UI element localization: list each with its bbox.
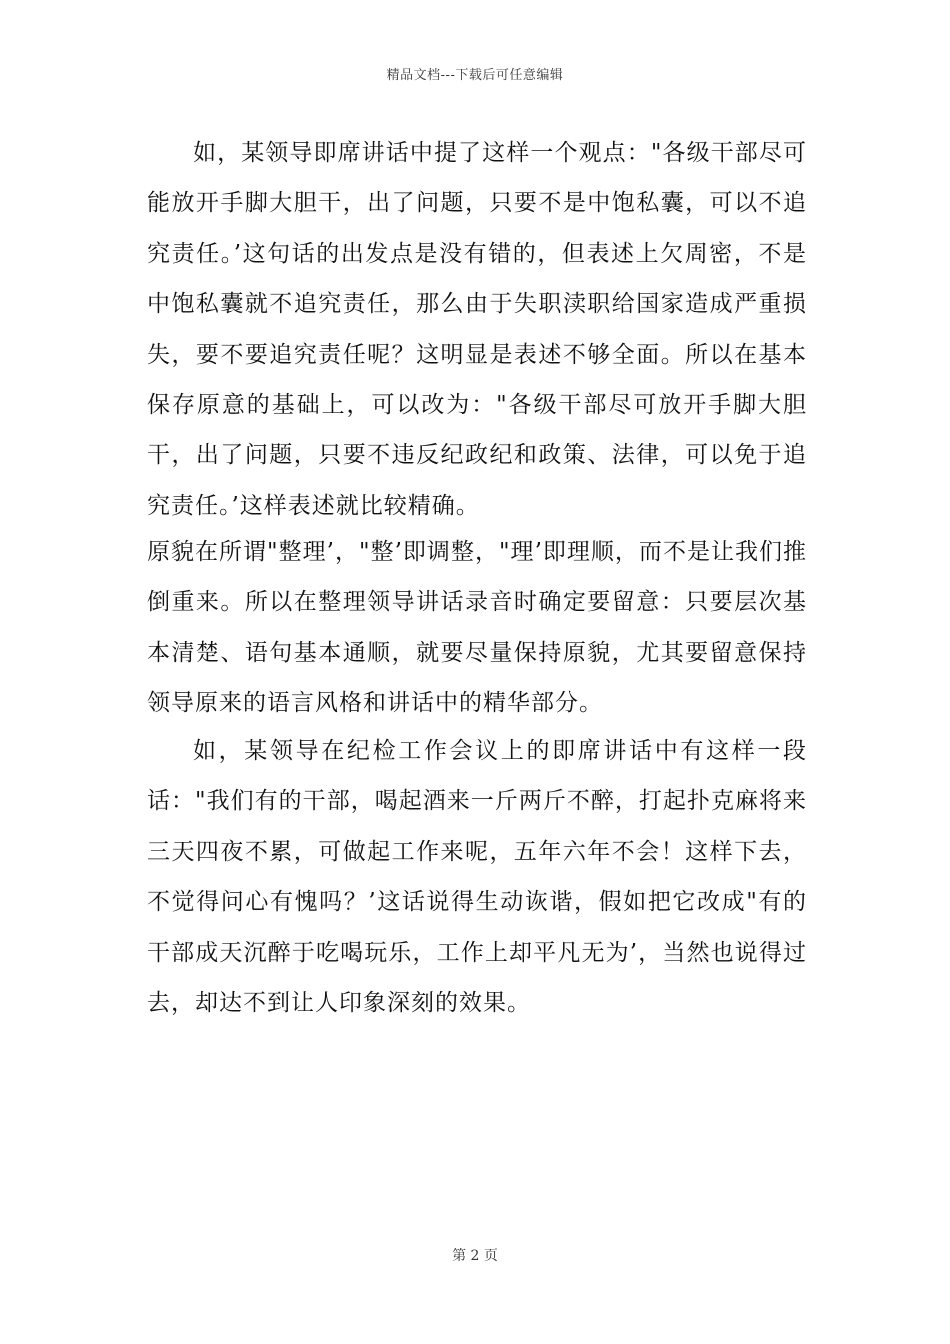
paragraph-2: 原貌在所谓"整理’，"整’即调整，"理’即理顺，而不是让我们推倒重来。所以在整理领导讲话录音时确定要留意：只要层次基本清楚、语句基本通顺，就要尽量保持原貌，尤其要留意保持领导原来的语言风格和讲话中的精华部分。	[147, 539, 807, 717]
paragraph-1: 如，某领导即席讲话中提了这样一个观点："各级干部尽可能放开手脚大胆干，出了问题，只要不是中饱私囊，可以不追究责任。’这句话的出发点是没有错的，但表述上欠周密，不是中饱私囊就不追究责任，那么由于失职渎职给国家造成严重损失，要不要追究责任呢？这明显是表述不够全面。所以在基本保存原意的基础上，可以改为："各级干部尽可放开手脚大胆干，出了问题，只要不违反纪政纪和政策、法律，可以免于追究责任。’这样表述就比较精确。	[147, 140, 807, 519]
page-header: 精品文档---下载后可任意编辑	[386, 68, 564, 83]
paragraph-3: 如，某领导在纪检工作会议上的即席讲话中有这样一段话："我们有的干部，喝起酒来一斤两斤不醉，打起扑克麻将来三天四夜不累，可做起工作来呢，五年六年不会！这样下去，不觉得问心有愧吗？’这话说得生动诙谐，假如把它改成"有的干部成天沉醉于吃喝玩乐，工作上却平凡无为’，当然也说得过去，却达不到让人印象深刻的效果。	[147, 738, 807, 1017]
page-number: 第 2 页	[452, 1248, 498, 1264]
